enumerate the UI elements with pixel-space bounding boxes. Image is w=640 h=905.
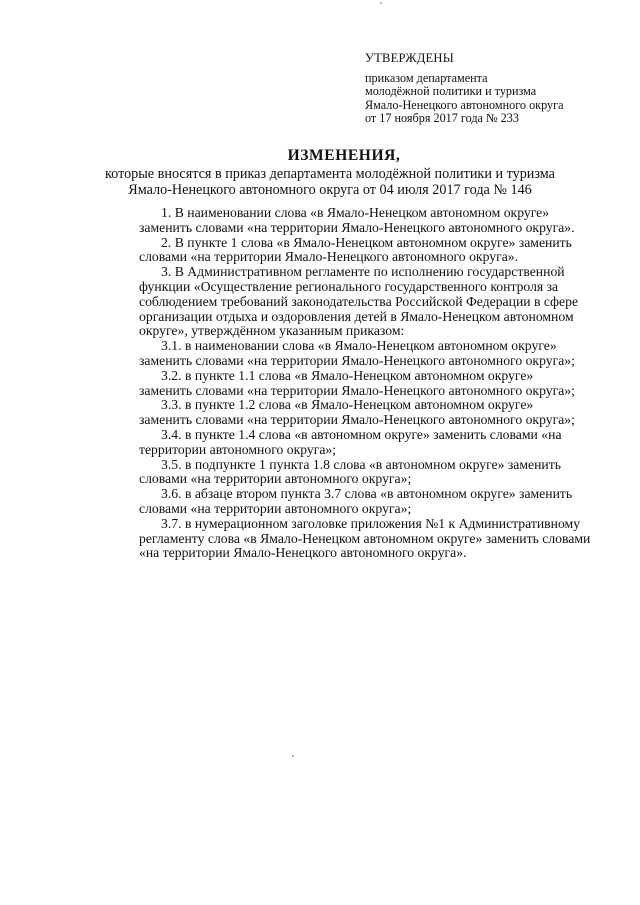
document-subtitle xyxy=(100,166,560,198)
paragraph-line: 3.6. в абзаце втором пункта 3.7 слова «в автономном округе» заменить xyxy=(161,486,573,502)
paragraph-3-1 xyxy=(117,339,603,369)
paragraph-line: заменить словами «на территории Ямало-Ненецкого автономного округа»; xyxy=(139,382,575,398)
document-body xyxy=(117,206,603,561)
paragraph-3-4 xyxy=(117,428,603,458)
paragraph-line: округе», утверждённом указанным приказом: xyxy=(139,323,405,339)
paragraph-line: 3. В Административном регламенте по исполнению государственной xyxy=(161,264,565,280)
paragraph-line: функции «Осуществление регионального государственного контроля за xyxy=(139,278,559,294)
paragraph-line: заменить словами «на территории Ямало-Ненецкого автономного округа». xyxy=(139,219,575,235)
paragraph-line: словами «на территории автономного округа»; xyxy=(139,500,412,516)
approval-block xyxy=(365,52,564,126)
paragraph-line: заменить словами «на территории Ямало-Ненецкого автономного округа»; xyxy=(139,412,575,428)
paragraph-3-7 xyxy=(117,517,603,561)
paragraph-line: 2. В пункте 1 слова «в Ямало-Ненецком автономном округе» заменить xyxy=(161,234,572,250)
paragraph-3 xyxy=(117,265,603,339)
paragraph-line: организации отдыха и оздоровления детей в Ямало-Ненецком автономном xyxy=(139,308,574,324)
subtitle-line: которые вносятся в приказ департамента молодёжной политики и туризма xyxy=(105,166,555,182)
paragraph-line: 3.7. в нумерационном заголовке приложения №1 к Административному xyxy=(161,515,581,531)
paragraph-3-3 xyxy=(117,398,603,428)
paragraph-line: заменить словами «на территории Ямало-Ненецкого автономного округа»; xyxy=(139,352,575,368)
paragraph-3-6 xyxy=(117,487,603,517)
paragraph-line: словами «на территории автономного округа»; xyxy=(139,471,412,487)
paragraph-line: 3.5. в подпункте 1 пункта 1.8 слова «в автономном округе» заменить xyxy=(161,456,561,472)
paragraph-3-2 xyxy=(117,369,603,399)
paragraph-line: 1. В наименовании слова «в Ямало-Ненецком автономном округе» xyxy=(161,205,550,220)
paragraph-line: «на территории Ямало-Ненецкого автономного округа». xyxy=(139,545,467,561)
approval-line: Ямало-Ненецкого автономного округа xyxy=(365,97,564,112)
scan-speck xyxy=(292,755,294,757)
paragraph-line: территории автономного округа»; xyxy=(139,441,337,457)
scan-speck xyxy=(380,2,382,4)
paragraph-line: 3.1. в наименовании слова «в Ямало-Ненецком автономном округе» xyxy=(161,338,557,354)
paragraph-line: 3.2. в пункте 1.1 слова «в Ямало-Ненецком автономном округе» xyxy=(161,367,534,383)
paragraph-line: словами «на территории Ямало-Ненецкого автономного округа». xyxy=(139,249,519,265)
approval-heading: УТВЕРЖДЕНЫ xyxy=(365,51,454,65)
document-title: ИЗМЕНЕНИЯ, xyxy=(287,147,401,164)
approval-line: молодёжной политики и туризма xyxy=(365,84,537,99)
paragraph-3-5 xyxy=(117,458,603,488)
approval-line: от 17 ноября 2017 года № 233 xyxy=(365,111,519,126)
paragraph-1 xyxy=(117,206,603,236)
subtitle-line: Ямало-Ненецкого автономного округа от 04 июля 2017 года № 146 xyxy=(128,182,532,198)
paragraph-line: 3.3. в пункте 1.2 слова «в Ямало-Ненецком автономном округе» xyxy=(161,397,534,413)
paragraph-2 xyxy=(117,236,603,266)
approval-line: приказом департамента xyxy=(365,70,488,85)
paragraph-line: регламенту слова «в Ямало-Ненецком автономном округе» заменить словами xyxy=(139,530,591,546)
paragraph-line: 3.4. в пункте 1.4 слова «в автономном округе» заменить словами «на xyxy=(161,426,562,442)
paragraph-line: соблюдением требований законодательства Российской Федерации в сфере xyxy=(139,293,579,309)
